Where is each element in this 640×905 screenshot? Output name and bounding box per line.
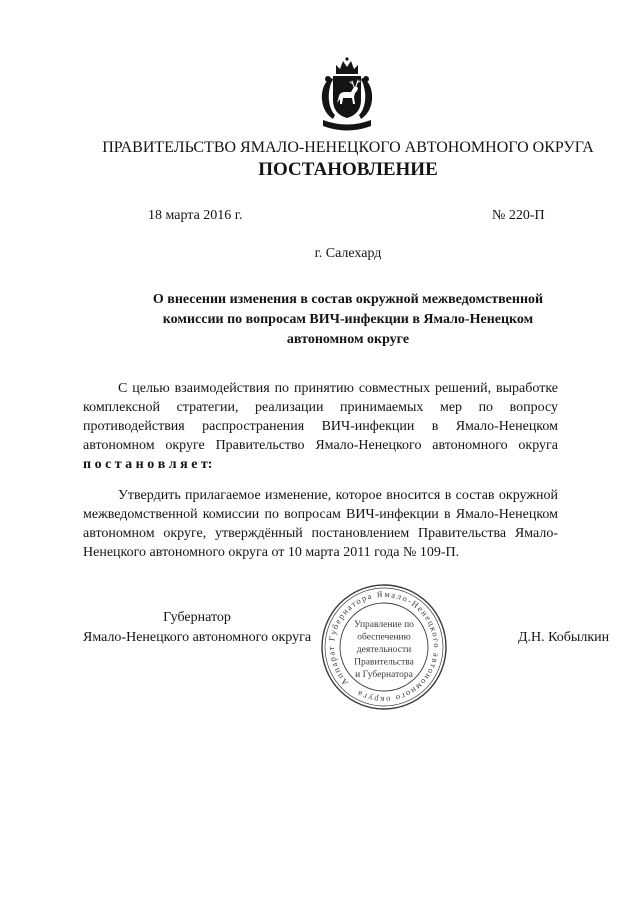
paragraph-line: автономном округе Правительство Ямало-Ненецкого автономного округа <box>83 438 558 453</box>
stamp-inner-line: обеспечению <box>357 632 411 643</box>
issuing-authority: ПРАВИТЕЛЬСТВО ЯМАЛО-НЕНЕЦКОГО АВТОНОМНОГО ОКРУГА <box>102 139 594 156</box>
paragraph-line: автономном округе, утверждённый постановлением Правительства Ямало- <box>83 526 558 541</box>
document-number: № 220-П <box>492 208 545 223</box>
stamp-inner-line: и Губернатора <box>355 670 413 680</box>
stamp-ring-text-path: Аппарат Губернатора Ямало-Ненецкого автономного округа <box>325 588 443 706</box>
coat-of-arms-icon <box>316 56 378 136</box>
official-stamp <box>320 583 448 711</box>
document-city: г. Салехард <box>314 246 382 261</box>
paragraph-line: Утвердить прилагаемое изменение, которое вносится в состав окружной <box>118 488 558 503</box>
stamp-inner-line: Управление по <box>354 620 414 630</box>
crown-orb <box>345 57 348 60</box>
paragraph-line: противодействия распространения ВИЧ-инфекции в Ямало-Ненецком <box>83 419 558 434</box>
title-line: О внесении изменения в состав окружной межведомственной <box>152 292 544 307</box>
paragraph-line: комплексной стратегии, реализации принимаемых мер по вопросу <box>83 400 558 415</box>
paragraph-line: С целью взаимодействия по принятию совместных решений, выработке <box>118 381 558 396</box>
supporter-right-head <box>363 76 369 82</box>
document-type: ПОСТАНОВЛЕНИЕ <box>258 159 438 180</box>
signatory-position <box>83 608 311 648</box>
title-line: автономном округе <box>286 332 410 347</box>
paragraph-line: Ненецкого автономного округа от 10 марта 2011 года № 109-П. <box>83 545 460 560</box>
supporter-left-head <box>325 76 331 82</box>
signatory-title: Губернатор <box>163 610 231 625</box>
stamp-inner-line: деятельности <box>356 645 412 655</box>
crown <box>336 61 358 74</box>
signatory-name: Д.Н. Кобылкин <box>518 630 610 645</box>
document-title <box>58 290 638 350</box>
stamp-inner-line: Правительства <box>354 657 414 668</box>
title-line: комиссии по вопросам ВИЧ-инфекции в Ямало-Ненецком <box>162 312 534 327</box>
document-date: 18 марта 2016 г. <box>148 208 243 223</box>
signatory-region: Ямало-Ненецкого автономного округа <box>83 630 312 645</box>
paragraph-line: межведомственной комиссии по вопросам ВИЧ-инфекции в Ямало-Ненецком <box>83 507 558 522</box>
resolution-keyword: п о с т а н о в л я е т: <box>83 457 213 472</box>
ribbon <box>323 120 371 131</box>
